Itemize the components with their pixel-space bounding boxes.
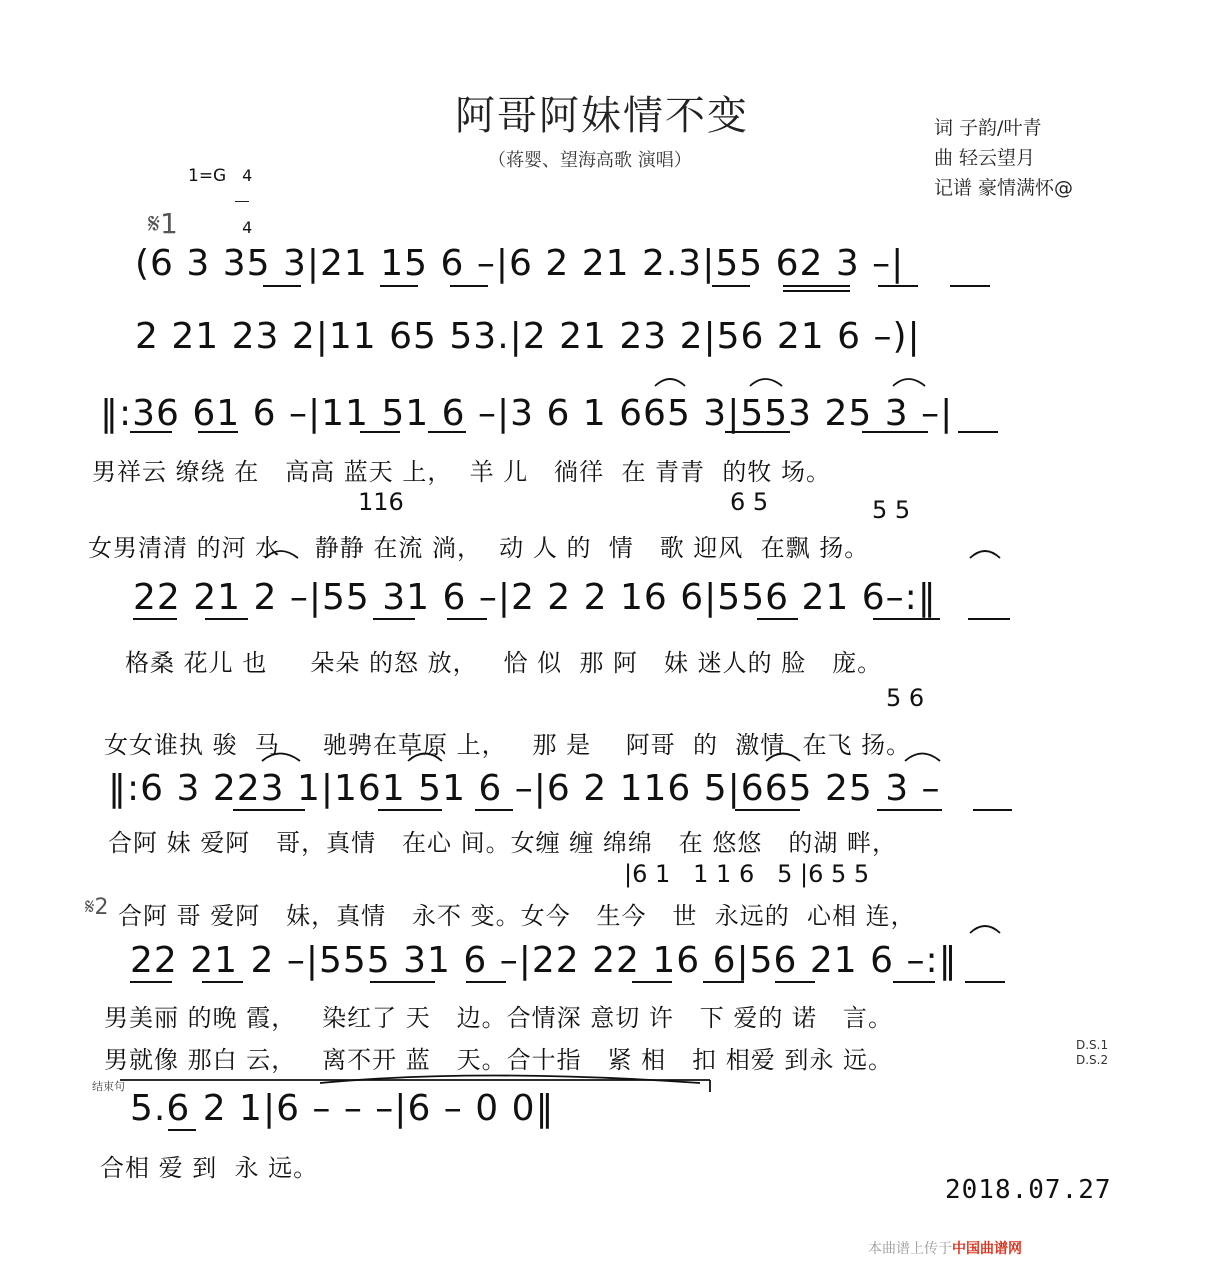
lyric-line-5: 合阿 妹 爱阿 哥，真情 在心 间。女缠 缠 绵绵 在 悠悠 的湖 畔， <box>108 829 897 857</box>
composer-credit: 曲 轻云望月 <box>934 147 1036 169</box>
lyric-line-1: 男祥云 缭绕 在 高高 蓝天 上， 羊 儿 徜徉 在 青青 的牧 场。 <box>92 458 831 486</box>
lyric-line-6: 合阿 哥 爱阿 妹，真情 永不 变。女今 生今 世 永远的 心相 连， <box>118 902 916 930</box>
slur <box>970 551 1000 558</box>
footer-text: 本曲谱上传于 <box>868 1241 952 1257</box>
variant-notes-3: 5 5 <box>872 496 911 524</box>
slur <box>262 754 300 762</box>
ds-1: D.S.1 <box>1076 1038 1109 1052</box>
variant-notes-2: 6 5 <box>730 488 769 516</box>
score-row-1: (6 3 35 3|21 15 6 –|6 2 21 2.3|55 62 3 –| <box>135 243 905 284</box>
score-row-5: ‖:6 3 223 1|161 51 6 –|6 2 116 5|665 25 3 – <box>108 768 941 809</box>
slur <box>970 926 1000 933</box>
slur <box>655 379 685 386</box>
score-row-4: 22 21 2 –|55 31 6 –|2 2 2 16 6|556 21 6–:‖ <box>133 577 937 618</box>
coda-marker: 结束句 <box>92 1080 125 1093</box>
segno-2-mark: 𝄋2 <box>85 895 109 920</box>
slur <box>750 379 782 386</box>
score-row-7: 5.6 2 1|6 – – –|6 – 0 0‖ <box>130 1088 555 1129</box>
transcriber-credit: 记谱 豪情满怀@ <box>934 177 1074 199</box>
score-row-2: 2 21 23 2|11 65 53.|2 21 23 2|56 21 6 –)| <box>135 316 921 357</box>
lyric-line-3: 格桑 花儿 也 朵朵 的怒 放， 恰 似 那 阿 妹 迷人的 脸 庞。 <box>125 649 883 677</box>
time-signature-bottom: 4 <box>242 218 253 237</box>
time-signature-top: 4 <box>242 166 253 185</box>
score-row-3: ‖:36 61 6 –|11 51 6 –|3 6 1 665 3|553 25 3 –| <box>100 393 954 434</box>
slur <box>893 379 925 386</box>
footer-brand: 中国曲谱网 <box>952 1241 1022 1257</box>
slur <box>766 754 800 762</box>
performers: （蒋婴、望海高歌 演唱） <box>488 150 692 171</box>
variant-notes-4: 5 6 <box>886 684 925 712</box>
lyric-line-9: 合相 爱 到 永 远。 <box>100 1154 319 1182</box>
score-title: 阿哥阿妹情不变 <box>455 93 749 139</box>
score-row-6: 22 21 2 –|555 31 6 –|22 22 16 6|56 21 6 –:‖ <box>130 940 958 981</box>
key-signature: 1=G <box>188 166 227 186</box>
lyric-line-2: 女男清清 的河 水 静静 在流 淌， 动 人 的 情 歌 迎风 在飘 扬。 <box>88 534 870 562</box>
slur <box>905 754 940 762</box>
lyric-line-8: 男就像 那白 云， 离不开 蓝 天。合十指 紧 相 扣 相爱 到永 远。 <box>104 1046 893 1074</box>
ds-2: D.S.2 <box>1076 1053 1109 1067</box>
slur <box>265 551 298 558</box>
variant-notes-1: 116 <box>358 488 404 516</box>
lyric-line-4: 女女谁执 骏 马 驰骋在草原 上， 那 是 阿哥 的 激情 在飞 扬。 <box>104 731 912 759</box>
variant-notes-5: |6 1 1 1 6 5 |6 5 5 <box>624 860 870 888</box>
lyric-line-7: 男美丽 的晚 霞， 染红了 天 边。合情深 意切 许 下 爱的 诺 言。 <box>104 1004 893 1032</box>
segno-1-mark: 𝄋1 <box>148 207 178 240</box>
lyricist-credit: 词 子韵/叶青 <box>934 117 1042 139</box>
slur <box>408 754 442 762</box>
date: 2018.07.27 <box>945 1175 1112 1205</box>
